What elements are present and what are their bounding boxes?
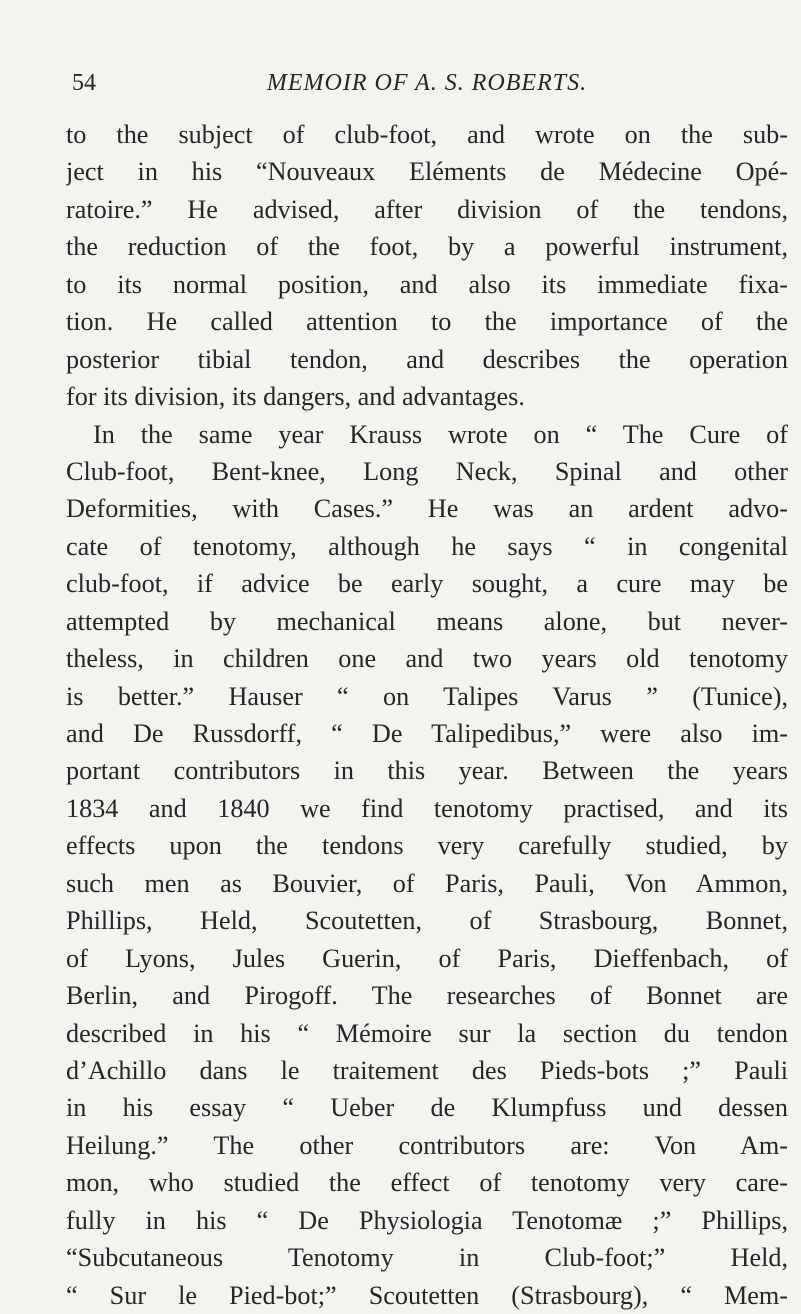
text-line: Deformities, with Cases.” He was an ardent advo-	[66, 494, 788, 524]
text-line: portant contributors in this year. Between the years	[66, 756, 788, 786]
text-line: effects upon the tendons very carefully studied, by	[66, 831, 788, 861]
running-head: MEMOIR OF A. S. ROBERTS.	[266, 70, 588, 96]
text-line: to its normal position, and also its immediate fixa-	[66, 269, 788, 299]
text-line: in his essay “ Ueber de Klumpfuss und dessen	[66, 1093, 788, 1123]
text-line: and De Russdorff, “ De Talipedibus,” were also im-	[66, 719, 788, 748]
page-number: 54	[72, 70, 96, 96]
text-line: for its division, its dangers, and advantages.	[66, 382, 525, 412]
text-line: Heilung.” The other contributors are: Von Am-	[66, 1130, 788, 1160]
text-line: fully in his “ De Physiologia Tenotomæ ;” Phillips,	[66, 1205, 788, 1235]
text-line: mon, who studied the effect of tenotomy very care-	[66, 1168, 788, 1198]
text-line: club-foot, if advice be early sought, a cure may be	[66, 569, 788, 599]
text-line: of Lyons, Jules Guerin, of Paris, Dieffenbach, of	[66, 943, 788, 973]
text-line: described in his “ Mémoire sur la section du tendon	[66, 1018, 788, 1048]
text-line: such men as Bouvier, of Paris, Pauli, Von Ammon,	[66, 868, 788, 898]
text-line: the reduction of the foot, by a powerful instrument,	[66, 232, 788, 262]
text-line: d’Achillo dans le traitement des Pieds-bots ;” Pauli	[66, 1055, 788, 1085]
text-line: In the same year Krauss wrote on “ The Cure of	[93, 419, 788, 449]
text-line: ject in his “Nouveaux Eléments de Médecine Opé-	[66, 157, 788, 187]
page-header	[72, 66, 782, 100]
text-line: is better.” Hauser “ on Talipes Varus ” (Tunice),	[66, 681, 788, 711]
text-line: posterior tibial tendon, and describes the operation	[66, 344, 788, 374]
text-line: Club-foot, Bent-knee, Long Neck, Spinal and other	[66, 456, 788, 486]
text-line: “Subcutaneous Tenotomy in Club-foot;” Held,	[66, 1243, 788, 1273]
text-line: Berlin, and Pirogoff. The researches of Bonnet are	[66, 981, 788, 1011]
text-line: to the subject of club-foot, and wrote on the sub-	[66, 120, 788, 149]
body-text	[66, 116, 788, 1314]
text-line: 1834 and 1840 we find tenotomy practised, and its	[66, 793, 788, 823]
text-line: Phillips, Held, Scoutetten, of Strasbourg, Bonnet,	[66, 906, 788, 936]
text-line: tion. He called attention to the importance of the	[66, 307, 788, 337]
text-line: cate of tenotomy, although he says “ in congenital	[66, 531, 788, 561]
text-line: ratoire.” He advised, after division of the tendons,	[66, 194, 788, 224]
text-line: “ Sur le Pied-bot;” Scoutetten (Strasbourg), “ Mem-	[66, 1280, 788, 1310]
text-line: attempted by mechanical means alone, but never-	[66, 606, 788, 636]
text-line: theless, in children one and two years old tenotomy	[66, 644, 788, 674]
